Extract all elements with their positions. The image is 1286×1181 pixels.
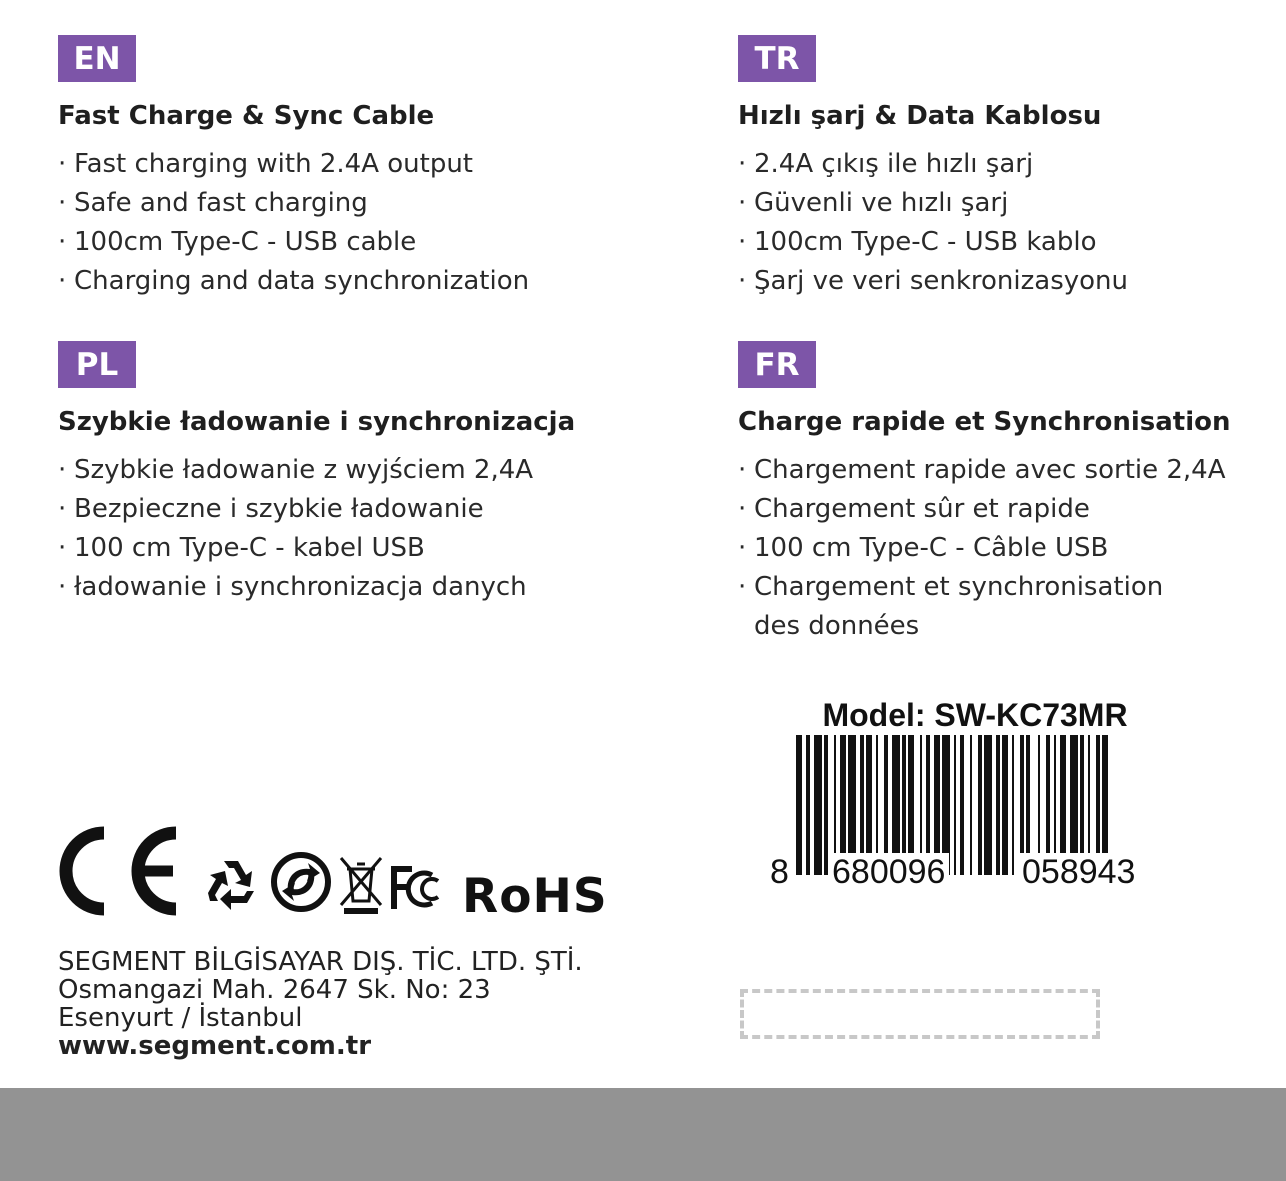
model-label: Model: SW-KC73MR [822, 697, 1128, 733]
list-item-text: Charging and data synchronization [74, 266, 530, 296]
section-title-fr: Charge rapide et Synchronisation [738, 407, 1231, 437]
footer-bar [0, 1088, 1286, 1181]
list-item-text-continued: des données [754, 611, 920, 641]
barcode-bar [796, 735, 802, 875]
section-title-pl: Szybkie ładowanie i synchronizacja [58, 407, 576, 437]
list-item [58, 529, 533, 568]
barcode-bar [814, 735, 822, 875]
list-item [58, 451, 533, 490]
list-item [58, 223, 529, 262]
list-item-text: 100cm Type-C - USB kablo [754, 227, 1097, 257]
barcode-digit-first: 8 [770, 853, 789, 891]
language-badge-en: EN [58, 35, 136, 82]
list-item-text: Chargement sûr et rapide [754, 494, 1090, 524]
list-item [738, 184, 1128, 223]
feature-list-pl [58, 451, 533, 607]
green-dot-icon [270, 851, 332, 913]
list-item-text: Şarj ve veri senkronizasyonu [754, 266, 1129, 296]
bullet: · [58, 494, 67, 524]
barcode-bar [984, 735, 992, 875]
language-badge-tr: TR [738, 35, 816, 82]
recycle-icon [202, 855, 260, 913]
list-item [738, 145, 1128, 184]
list-item-text: ładowanie i synchronizacja danych [74, 572, 527, 602]
list-item-text: Chargement et synchronisation [754, 572, 1164, 602]
list-item [738, 490, 1226, 529]
list-item-text: 100 cm Type-C - Câble USB [754, 533, 1109, 563]
company-name: SEGMENT BİLGİSAYAR DIŞ. TİC. LTD. ŞTİ. [58, 947, 583, 977]
list-item-text: Fast charging with 2.4A output [74, 149, 474, 179]
bullet: · [738, 494, 747, 524]
language-badge-pl: PL [58, 341, 136, 388]
bullet: · [58, 149, 67, 179]
list-item [738, 223, 1128, 262]
barcode-digits-left: 680096 [828, 853, 949, 891]
barcode-bar [954, 735, 956, 875]
list-item [738, 451, 1226, 490]
list-item [58, 145, 529, 184]
fcc-icon [390, 865, 452, 913]
bullet: · [738, 533, 747, 563]
barcode-bar [996, 735, 1000, 875]
certification-marks [58, 825, 618, 924]
list-item-text: 100 cm Type-C - kabel USB [74, 533, 425, 563]
bullet: · [738, 572, 747, 602]
ce-mark-icon [58, 825, 186, 917]
list-item-text: Szybkie ładowanie z wyjściem 2,4A [74, 455, 534, 485]
list-item [58, 184, 529, 223]
section-title-tr: Hızlı şarj & Data Kablosu [738, 101, 1102, 131]
barcode-bar [1012, 735, 1014, 875]
list-item [738, 529, 1226, 568]
section-title-en: Fast Charge & Sync Cable [58, 101, 435, 131]
barcode-block [770, 697, 1190, 897]
bullet: · [58, 455, 67, 485]
list-item [58, 490, 533, 529]
barcode-bar [1002, 735, 1008, 875]
list-item [738, 568, 1226, 646]
bullet: · [58, 572, 67, 602]
feature-list-en [58, 145, 529, 301]
list-item [738, 262, 1128, 301]
label-placeholder-box [740, 989, 1100, 1039]
barcode-bar [960, 735, 964, 875]
barcode-bar [978, 735, 982, 875]
feature-list-fr [738, 451, 1226, 646]
list-item-text: Chargement rapide avec sortie 2,4A [754, 455, 1226, 485]
list-item [58, 262, 529, 301]
weee-bin-icon [338, 855, 384, 915]
bullet: · [738, 266, 747, 296]
bullet: · [58, 533, 67, 563]
bullet: · [738, 149, 747, 179]
bullet: · [58, 188, 67, 218]
bullet: · [58, 266, 67, 296]
company-website: www.segment.com.tr [58, 1031, 372, 1061]
bullet: · [738, 455, 747, 485]
language-badge-fr: FR [738, 341, 816, 388]
list-item-text: Bezpieczne i szybkie ładowanie [74, 494, 484, 524]
rohs-mark: RoHS [462, 869, 608, 924]
list-item-text: Safe and fast charging [74, 188, 368, 218]
list-item-text: 100cm Type-C - USB cable [74, 227, 417, 257]
bullet: · [738, 227, 747, 257]
bullet: · [58, 227, 67, 257]
feature-list-tr [738, 145, 1128, 301]
barcode-bar [970, 735, 972, 875]
company-info [58, 948, 583, 1060]
bullet: · [738, 188, 747, 218]
list-item-text: Güvenli ve hızlı şarj [754, 188, 1009, 218]
barcode-bar [806, 735, 810, 875]
company-address-line2: Esenyurt / İstanbul [58, 1003, 303, 1033]
barcode-digits-right: 058943 [1018, 853, 1139, 891]
list-item [58, 568, 533, 607]
list-item-text: 2.4A çıkış ile hızlı şarj [754, 149, 1034, 179]
company-address-line1: Osmangazi Mah. 2647 Sk. No: 23 [58, 975, 491, 1005]
